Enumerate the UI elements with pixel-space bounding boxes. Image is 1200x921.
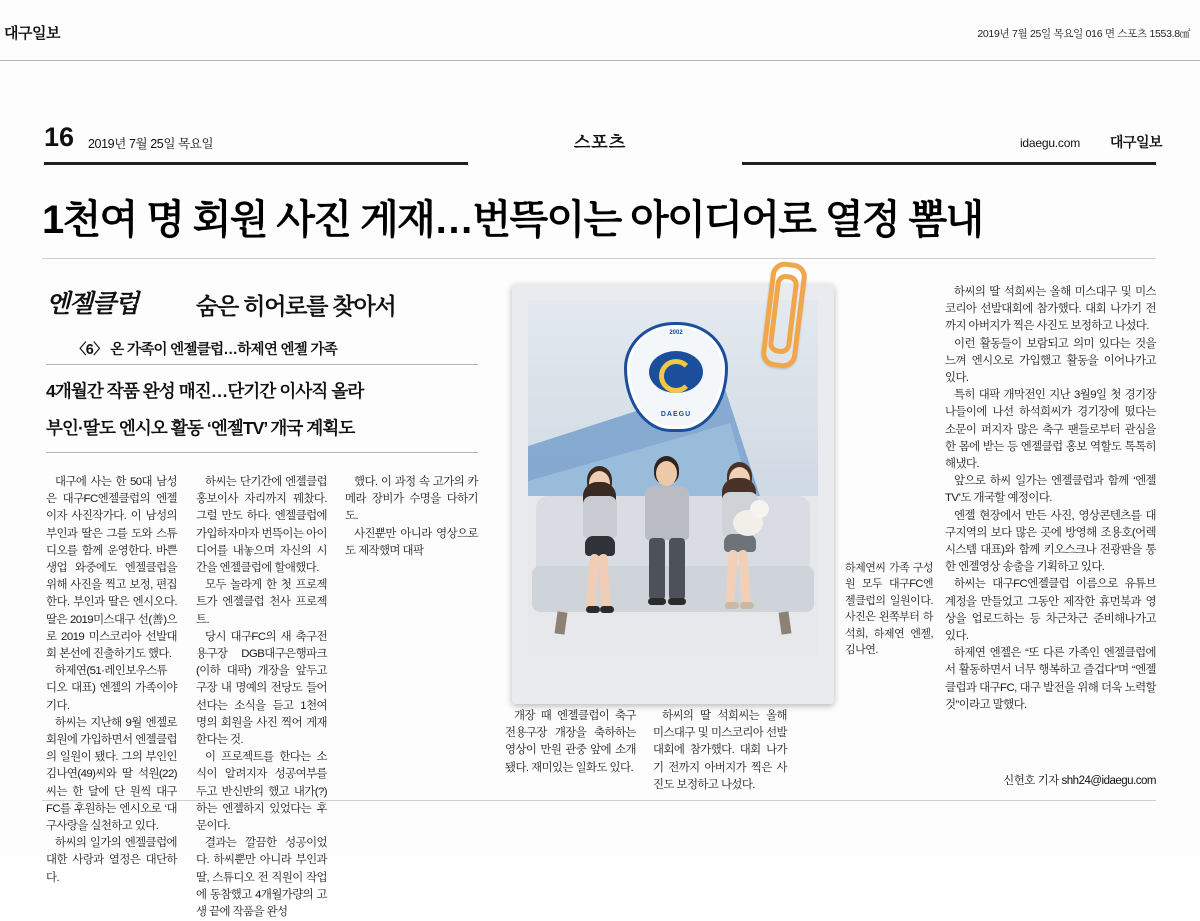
- shoe: [600, 606, 614, 613]
- paragraph: 하씨의 딸 석희씨는 올해 미스대구 및 미스코리아 선발대회에 참가했다. 대회 나가기 전까지 아버지가 찍은 사진도 보정하고 나섰다.: [653, 710, 787, 791]
- skirt: [724, 534, 756, 552]
- page-number: 16: [44, 122, 75, 152]
- series-logo: 엔젤클럽: [46, 291, 138, 318]
- subheadline-2: 부인·딸도 엔시오 활동 ‘엔젤TV’ 개국 계획도: [46, 418, 355, 438]
- body-column-3: [345, 474, 478, 560]
- paragraph: 하씨는 지난해 9월 엔젤로 회원에 가입하면서 엔젤클럽의 일원이 됐다. 그의 부인인 김나연(49)씨와 딸 석원(22)씨는 한 달에 단 원씩 대구FC를 후원하는 엔시오로 ‘대구사랑을 실천하고 있다.: [46, 716, 177, 833]
- header-rule-right: [742, 162, 1156, 165]
- shoe: [668, 598, 686, 605]
- torso: [645, 486, 689, 540]
- sofa-leg-right: [779, 611, 792, 634]
- shoe: [586, 606, 600, 613]
- paragraph: 이런 활동들이 보람되고 의미 있다는 것을 느껴 엔시오로 가입했고 활동을 이어나가고 있다.: [945, 337, 1156, 385]
- crest-label: DAEGU: [660, 411, 692, 418]
- series-subtitle: 숨은 히어로를 찾아서: [196, 293, 396, 319]
- sofa-leg-left: [555, 611, 568, 634]
- crest-year: 2002: [669, 330, 683, 336]
- body-column-6: [945, 284, 1156, 714]
- club-crest-icon: [624, 322, 728, 432]
- section-title: 스포츠: [573, 133, 627, 152]
- paragraph: 했다. 이 과정 속 고가의 카메라 장비가 수명을 다하기도.: [345, 476, 478, 523]
- leg: [669, 538, 685, 600]
- reporter-byline: 신헌호 기자 shh24@idaegu.com: [1003, 775, 1156, 787]
- leg: [649, 538, 665, 600]
- paragraph: 하씨는 대구FC엔젤클럽 이름으로 유튜브 계정을 만들었고 그동안 제작한 휴먼북과 영상을 업로드하는 등 차근차근 준비해나가고 있다.: [945, 578, 1156, 643]
- masthead-divider: [0, 60, 1200, 61]
- publisher-logo: 대구일보: [4, 25, 60, 42]
- paragraph: 하씨는 단기간에 엔젤클럽 홍보이사 자리까지 꿰찼다. 그럴 만도 하다. 엔젤클럽에 가입하자마자 번뜩이는 아이디어를 내놓으며 자신의 시간을 엔젤클럽에 할애했다.: [196, 476, 327, 575]
- body-column-2: [196, 474, 327, 921]
- paragraph: 당시 대구FC의 새 축구전용구장 DGB대구은행파크(이하 대팍) 개장을 앞두고 구장 내 명예의 전당도 들어선다는 소식을 듣고 1천여 명의 회원을 사진 찍어 게재한다는 것.: [196, 630, 327, 747]
- paragraph: 하씨의 딸 석희씨는 올해 미스대구 및 미스코리아 선발대회에 참가했다. 대회 나가기 전까지 아버지가 찍은 사진도 보정하고 나섰다.: [945, 286, 1156, 333]
- header-brand: 대구일보: [1109, 134, 1162, 150]
- paragraph: 하제연(51·레인보우스튜디오 대표) 엔젤의 가족이야기다.: [46, 665, 177, 712]
- website-url: idaegu.com: [1019, 136, 1080, 150]
- paragraph: 모두 놀라게 한 첫 프로젝트가 엔젤클럽 천사 프로젝트.: [196, 579, 327, 626]
- dog-head-icon: [750, 500, 769, 518]
- paragraph: 개장 때 엔젤클럽이 축구전용구장 개장을 축하하는 영상이 만원 관중 앞에 소개됐다. 재미있는 일화도 있다.: [505, 710, 636, 774]
- paragraph: 앞으로 하씨 일가는 엔젤클럽과 함께 ‘엔젤TV’도 개국할 예정이다.: [945, 475, 1156, 505]
- page-header: [0, 120, 1200, 164]
- edition-meta: 2019년 7월 25일 목요일 016 면 스포츠 1553.8㎠: [977, 28, 1190, 40]
- crest-swirl: [659, 359, 693, 393]
- body-column-5: [653, 708, 787, 794]
- shoe: [740, 602, 754, 609]
- subheadline-1: 4개월간 작품 완성 매진…단기간 이사직 올라: [46, 381, 364, 401]
- series-divider: [46, 364, 478, 365]
- headline-divider: [42, 258, 1156, 259]
- paragraph: 대구에 사는 한 50대 남성은 대구FC엔젤클럽의 엔젤이자 사진작가다. 이 남성의 부인과 딸은 그를 도와 스튜디오를 함께 운영한다. 바쁜 생업 와중에도 엔젤클럽을 위해 사진을 찍고 보정, 편집한다. 부인과 딸은 엔시오다. 딸은 2019미스대구 선(善)으로 2019 미스코리아 선발대회 본선에 진출하기도 했다.: [46, 476, 177, 661]
- paragraph: 사진뿐만 아니라 영상으로도 제작했며 대팍: [345, 527, 478, 557]
- paragraph: 하제연 엔젤은 “또 다른 가족인 엔젤클럽에서 활동하면서 너무 행복하고 즐겁다”며 “엔젤클럽과 대구FC, 대구 발전을 위해 더욱 노력할 것”이라고 말했다.: [945, 647, 1156, 711]
- article-headline: 1천여 명 회원 사진 게재…번뜩이는 아이디어로 열정 뽐내: [42, 198, 983, 242]
- paragraph: 엔젤 현장에서 만든 사진, 영상콘텐츠를 대구지역의 보다 많은 곳에 방영해 조용호(어렉시스템 대표)와 함께 키오스크나 전광판을 통한 엔젤영상 송출을 기획하고 있다.: [945, 509, 1156, 574]
- paragraph: 이 프로젝트를 한다는 소식이 알려지자 성공여부를 두고 반신반의 했고 내가(?)하는 엔젤하지 있었다는 후문이다.: [196, 751, 327, 833]
- body-column-1: [46, 474, 177, 887]
- paragraph: 하씨의 일가의 엔젤클럽에 대한 사랑과 열정은 대단하다.: [46, 837, 177, 884]
- skirt: [585, 536, 615, 556]
- article-photo: [512, 284, 834, 704]
- shoe: [648, 598, 666, 605]
- body-column-4: [505, 708, 636, 777]
- paragraph: 특히 대팍 개막전인 지난 3월9일 첫 경기장 나들이에 나선 하석희씨가 경기장에 떴다는 소문이 퍼지자 많은 축구 팬들로부터 관심을 한 몸에 받는 등 엔젤클럽 홍보 역할도 톡톡히 해냈다.: [945, 389, 1156, 471]
- torso: [583, 496, 617, 538]
- masthead-strip: [0, 0, 1200, 62]
- series-episode: 〈6〉 온 가족이 엔젤클럽…하제연 엔젤 가족: [72, 342, 338, 358]
- photo-caption: 하제연씨 가족 구성원 모두 대구FC엔젤클럽의 일원이다. 사진은 왼쪽부터 하석희, 하제연 엔젤, 김나연.: [845, 562, 933, 657]
- head: [656, 461, 677, 486]
- shoe: [725, 602, 739, 609]
- footer-divider: [42, 800, 1156, 801]
- paragraph: 결과는 깔끔한 성공이었다. 하씨뿐만 아니라 부인과 딸, 스튜디오 전 직원이 작업에 동참했고 4개월가량의 고생 끝에 작품을 완성: [196, 837, 327, 919]
- header-rule-left: [44, 162, 468, 165]
- header-date: 2019년 7월 25일 목요일: [88, 137, 214, 151]
- subheadline-divider: [46, 452, 478, 453]
